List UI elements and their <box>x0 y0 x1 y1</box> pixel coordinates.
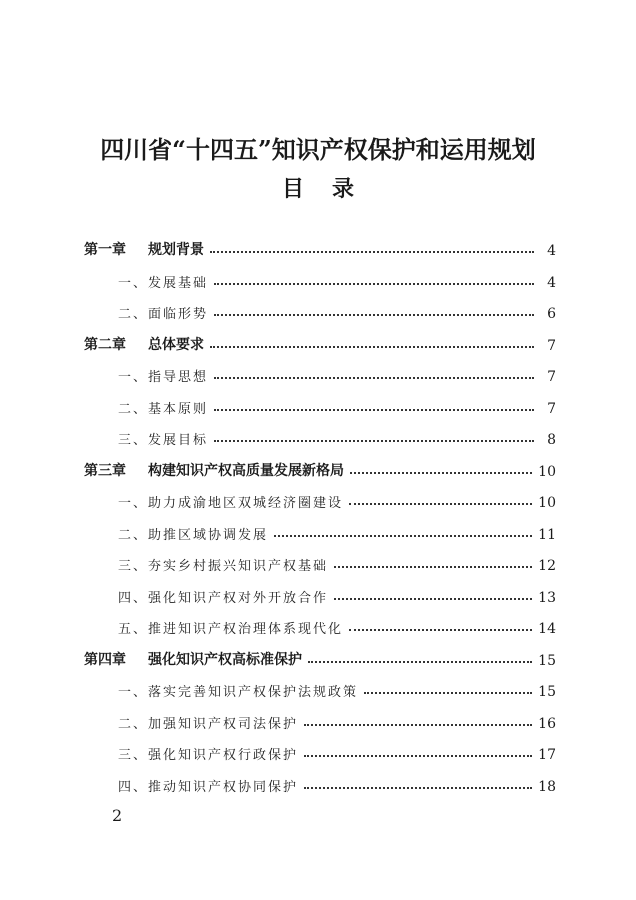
chapter-number: 第一章 <box>84 242 126 258</box>
toc-page-number: 6 <box>547 306 556 322</box>
toc-page-number: 10 <box>538 495 556 511</box>
dot-leader <box>210 345 534 348</box>
toc-entry-label: 三、夯实乡村振兴知识产权基础 <box>118 559 329 574</box>
dot-leader <box>214 282 534 285</box>
dot-leader <box>349 502 532 505</box>
dot-leader <box>304 754 532 757</box>
toc-page-number: 7 <box>547 400 556 417</box>
toc-section-entry[interactable] <box>84 550 556 574</box>
dot-leader <box>334 597 532 600</box>
toc-section-entry[interactable] <box>84 739 556 763</box>
dot-leader <box>274 534 532 537</box>
chapter-number: 第三章 <box>84 462 126 479</box>
chapter-title: 强化知识产权高标准保护 <box>148 651 302 668</box>
toc-entry-label <box>84 239 204 259</box>
dot-leader <box>210 250 534 253</box>
toc-chapter-entry[interactable] <box>84 456 556 480</box>
toc-page-number: 17 <box>538 747 556 763</box>
dot-leader <box>214 313 534 316</box>
toc-entry-label: 一、助力成渝地区双城经济圈建设 <box>118 496 344 511</box>
toc-page-number: 16 <box>538 715 556 732</box>
document-title: 四川省“十四五”知识产权保护和运用规划 <box>100 135 536 164</box>
toc-chapter-entry[interactable] <box>84 235 556 259</box>
toc-chapter-entry[interactable] <box>84 645 556 669</box>
toc-entry-label: 二、面临形势 <box>118 307 209 322</box>
toc-page-number: 7 <box>547 369 556 385</box>
toc-page-number: 18 <box>538 778 556 795</box>
toc-entry-label <box>84 460 344 480</box>
toc-chapter-entry[interactable] <box>84 330 556 354</box>
chapter-title: 规划背景 <box>148 242 204 258</box>
dot-leader <box>214 376 534 379</box>
toc-page-number: 8 <box>547 432 556 448</box>
toc-entry-label: 三、强化知识产权行政保护 <box>118 748 299 763</box>
dot-leader <box>350 471 532 474</box>
toc-page-number: 15 <box>538 652 556 669</box>
chapter-number: 第二章 <box>84 336 126 353</box>
toc-section-entry[interactable] <box>84 393 556 417</box>
page-number: 2 <box>112 806 123 825</box>
toc-page-number: 11 <box>538 526 556 543</box>
toc-entry-label: 二、助推区域协调发展 <box>118 527 269 543</box>
toc-entry-label <box>84 649 302 669</box>
toc-page-number: 7 <box>547 337 556 354</box>
toc-section-entry[interactable] <box>84 298 556 322</box>
dot-leader <box>349 628 532 631</box>
toc-section-entry[interactable] <box>84 582 556 606</box>
toc-section-entry[interactable] <box>84 424 556 448</box>
dot-leader <box>304 723 532 726</box>
dot-leader <box>364 691 532 694</box>
toc-entry-label: 一、落实完善知识产权保护法规政策 <box>118 685 359 700</box>
toc-entry-label: 四、推动知识产权协同保护 <box>118 779 299 795</box>
toc-section-entry[interactable] <box>84 676 556 700</box>
toc-page-number: 12 <box>538 558 556 574</box>
toc-entry-label: 五、推进知识产权治理体系现代化 <box>118 622 344 637</box>
toc-entry-label: 三、发展目标 <box>118 433 209 448</box>
toc-section-entry[interactable] <box>84 519 556 543</box>
chapter-number: 第四章 <box>84 651 126 668</box>
toc-page-number: 4 <box>547 243 556 259</box>
toc-section-entry[interactable] <box>84 361 556 385</box>
toc-entry-label: 四、强化知识产权对外开放合作 <box>118 590 329 606</box>
toc-page-number: 13 <box>538 589 556 606</box>
toc-entry-label <box>84 334 204 354</box>
toc-page-number: 4 <box>547 274 556 291</box>
toc-heading: 目录 <box>281 176 382 202</box>
dot-leader <box>334 565 532 568</box>
dot-leader <box>308 660 532 663</box>
chapter-title: 总体要求 <box>148 336 204 353</box>
toc-page-number: 15 <box>538 684 556 700</box>
dot-leader <box>214 408 534 411</box>
toc-section-entry[interactable] <box>84 487 556 511</box>
dot-leader <box>304 786 532 789</box>
toc-entry-label: 一、发展基础 <box>118 275 209 291</box>
toc-page-number: 10 <box>538 463 556 480</box>
toc-page-number: 14 <box>538 621 556 637</box>
toc-section-entry[interactable] <box>84 613 556 637</box>
toc-entry-label: 二、基本原则 <box>118 401 209 417</box>
toc-section-entry[interactable] <box>84 267 556 291</box>
toc-entry-label: 二、加强知识产权司法保护 <box>118 716 299 732</box>
chapter-title: 构建知识产权高质量发展新格局 <box>148 462 344 479</box>
toc-entry-label: 一、指导思想 <box>118 370 209 385</box>
toc-section-entry[interactable] <box>84 771 556 795</box>
toc-section-entry[interactable] <box>84 708 556 732</box>
dot-leader <box>214 439 534 442</box>
